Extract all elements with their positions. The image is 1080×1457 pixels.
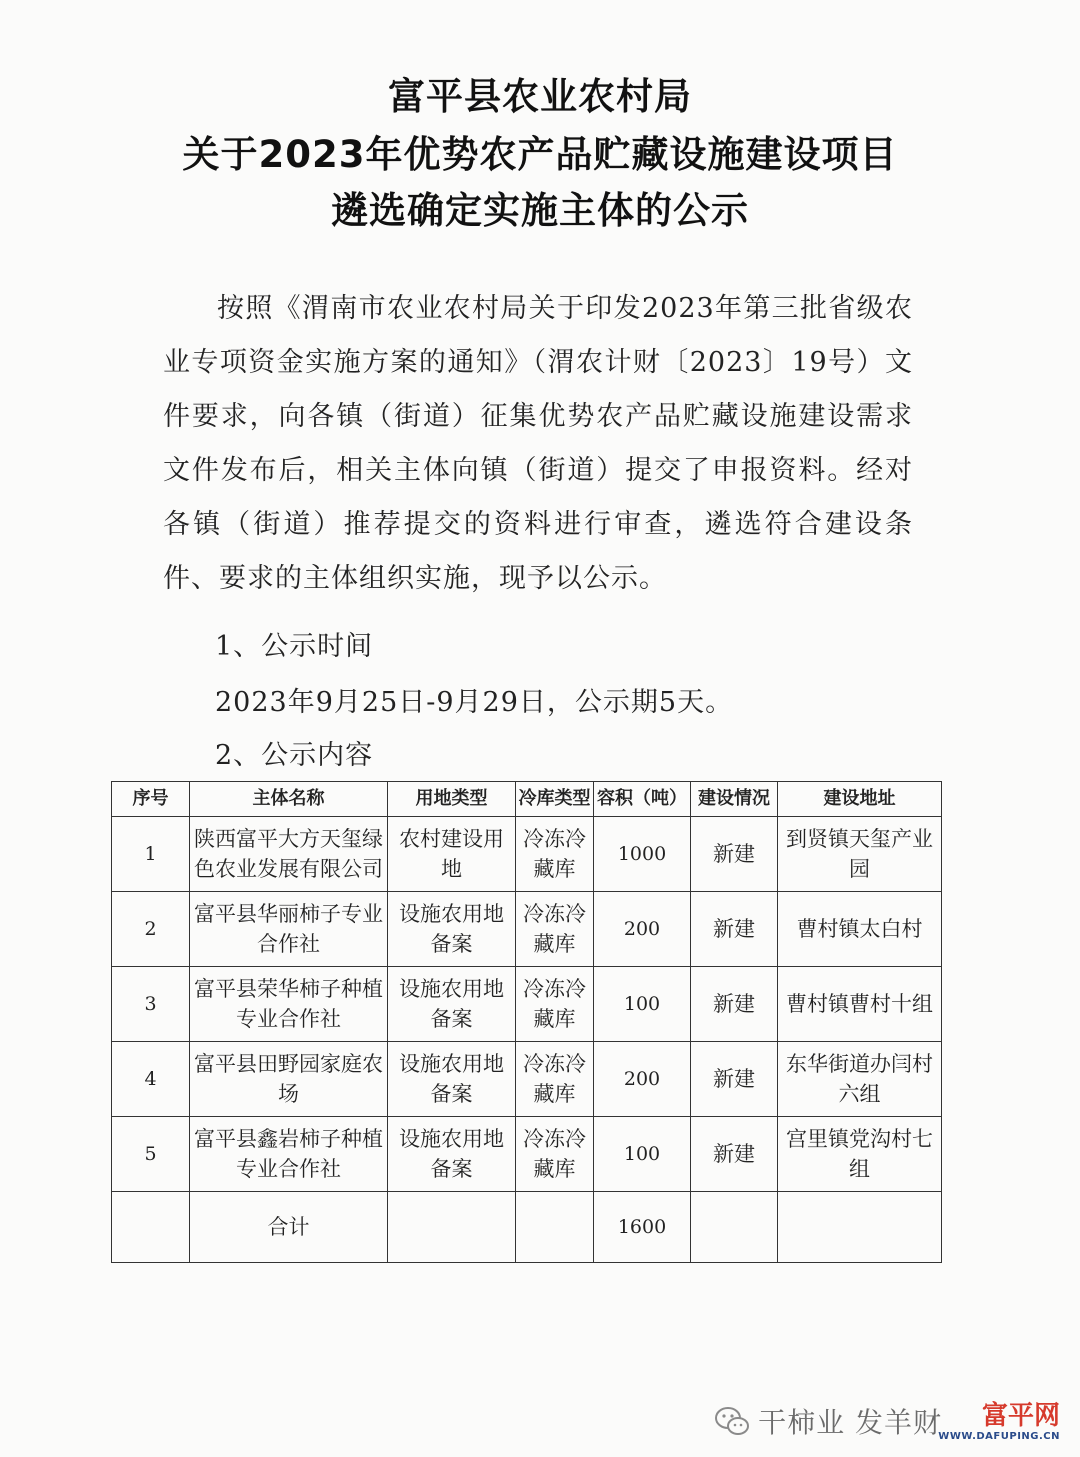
cell-build-status: 新建 <box>691 817 778 892</box>
cell-index: 4 <box>112 1042 190 1117</box>
header-capacity: 容积（吨） <box>594 782 691 817</box>
table-total-row <box>112 1192 942 1263</box>
cell-index: 1 <box>112 817 190 892</box>
section-heading-content: 2、公示内容 <box>215 740 374 771</box>
cell-storage-type: 冷冻冷藏库 <box>516 892 594 967</box>
header-entity-name: 主体名称 <box>190 782 388 817</box>
cell-build-status: 新建 <box>691 1117 778 1192</box>
logo-url: WWW.DAFUPING.CN <box>938 1431 1060 1442</box>
announcement-table <box>111 781 942 1263</box>
title-line-2: 关于2023年优势农产品贮藏设施建设项目 <box>182 133 898 176</box>
table-row <box>112 1117 942 1192</box>
table-header-row <box>112 782 942 817</box>
header-address: 建设地址 <box>778 782 942 817</box>
table-row <box>112 892 942 967</box>
cell-empty <box>388 1192 516 1263</box>
intro-paragraph: 按照《渭南市农业农村局关于印发2023年第三批省级农业专项资金实施方案的通知》（渭农计财〔2023〕19号）文件要求，向各镇（街道）征集优势农产品贮藏设施建设需求文件发布后，相关主体向镇（街道）提交了申报资料。经对各镇（街道）推荐提交的资料进行审查，遴选符合建设条件、要求的主体组织实施，现予以公示。 <box>163 293 913 594</box>
cell-address: 到贤镇天玺产业园 <box>778 817 942 892</box>
cell-land-type: 设施农用地备案 <box>388 967 516 1042</box>
cell-storage-type: 冷冻冷藏库 <box>516 967 594 1042</box>
cell-capacity: 200 <box>594 892 691 967</box>
cell-address: 曹村镇太白村 <box>778 892 942 967</box>
section-heading-time: 1、公示时间 <box>215 631 374 662</box>
cell-empty <box>778 1192 942 1263</box>
cell-empty <box>516 1192 594 1263</box>
cell-entity-name: 富平县荣华柿子种植专业合作社 <box>190 967 388 1042</box>
table-row <box>112 967 942 1042</box>
cell-build-status: 新建 <box>691 967 778 1042</box>
wechat-icon <box>714 1406 750 1436</box>
cell-storage-type: 冷冻冷藏库 <box>516 1117 594 1192</box>
cell-entity-name: 陕西富平大方天玺绿色农业发展有限公司 <box>190 817 388 892</box>
cell-capacity: 200 <box>594 1042 691 1117</box>
cell-index: 5 <box>112 1117 190 1192</box>
cell-capacity: 1000 <box>594 817 691 892</box>
cell-empty <box>112 1192 190 1263</box>
cell-capacity: 100 <box>594 967 691 1042</box>
title-line-1: 富平县农业农村局 <box>388 75 692 118</box>
table-row <box>112 1042 942 1117</box>
cell-land-type: 农村建设用地 <box>388 817 516 892</box>
cell-build-status: 新建 <box>691 1042 778 1117</box>
cell-land-type: 设施农用地备案 <box>388 1042 516 1117</box>
cell-capacity: 100 <box>594 1117 691 1192</box>
cell-entity-name: 富平县田野园家庭农场 <box>190 1042 388 1117</box>
header-land-type: 用地类型 <box>388 782 516 817</box>
cell-empty <box>691 1192 778 1263</box>
account-name: 干柿业 发羊财 <box>758 1406 942 1439</box>
header-build-status: 建设情况 <box>691 782 778 817</box>
cell-address: 曹村镇曹村十组 <box>778 967 942 1042</box>
cell-entity-name: 富平县华丽柿子专业合作社 <box>190 892 388 967</box>
cell-index: 2 <box>112 892 190 967</box>
cell-index: 3 <box>112 967 190 1042</box>
announcement-period: 2023年9月25日-9月29日，公示期5天。 <box>215 687 734 718</box>
title-line-3: 遴选确定实施主体的公示 <box>331 189 749 232</box>
cell-land-type: 设施农用地备案 <box>388 892 516 967</box>
cell-address: 宫里镇党沟村七组 <box>778 1117 942 1192</box>
cell-address: 东华街道办闫村六组 <box>778 1042 942 1117</box>
cell-build-status: 新建 <box>691 892 778 967</box>
logo-name: 富平网 <box>981 1401 1060 1431</box>
site-logo <box>938 1393 1060 1449</box>
cell-storage-type: 冷冻冷藏库 <box>516 817 594 892</box>
cell-land-type: 设施农用地备案 <box>388 1117 516 1192</box>
cell-entity-name: 富平县鑫岩柿子种植专业合作社 <box>190 1117 388 1192</box>
cell-storage-type: 冷冻冷藏库 <box>516 1042 594 1117</box>
header-storage-type: 冷库类型 <box>516 782 594 817</box>
total-capacity: 1600 <box>594 1192 691 1263</box>
total-label: 合计 <box>190 1192 388 1263</box>
header-index: 序号 <box>112 782 190 817</box>
watermark <box>714 1393 1060 1449</box>
table-row <box>112 817 942 892</box>
